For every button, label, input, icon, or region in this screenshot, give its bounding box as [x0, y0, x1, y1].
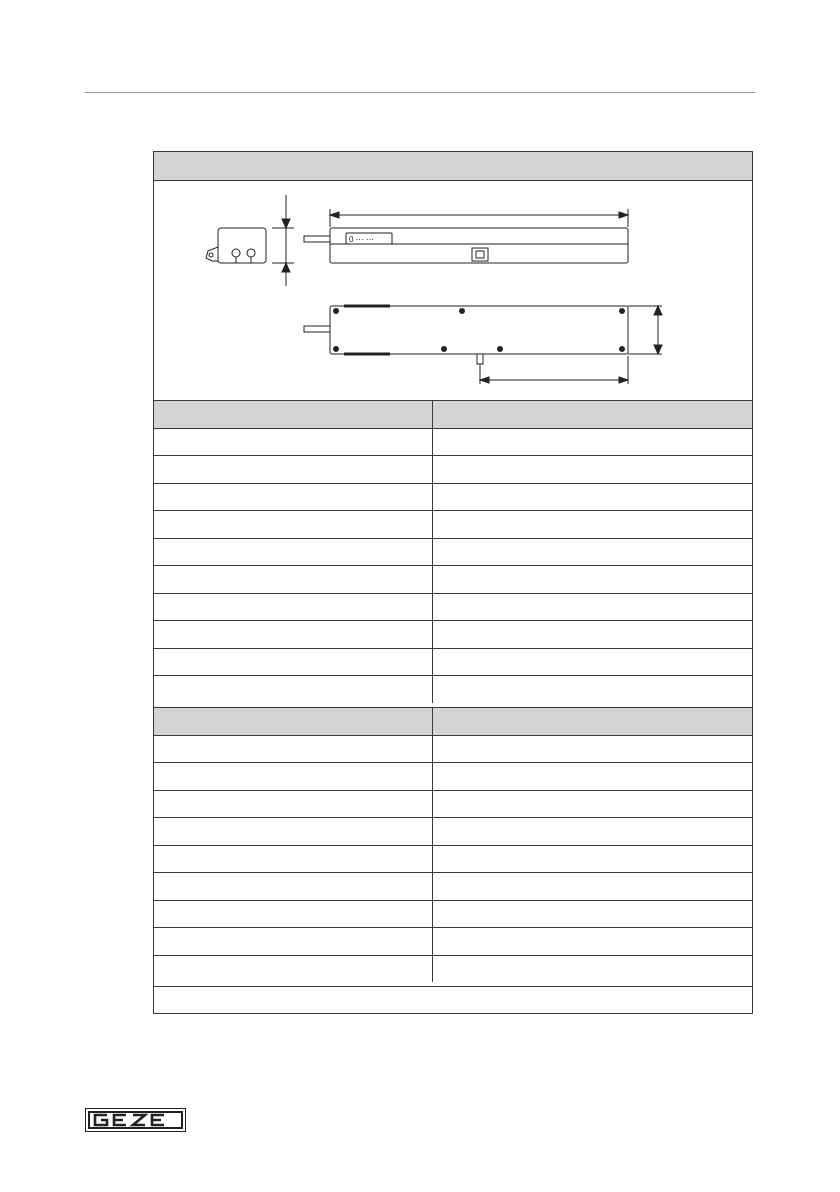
table-row: [154, 900, 752, 928]
row-key: [154, 791, 433, 818]
row-key: [154, 484, 433, 511]
table-row: [154, 510, 752, 538]
height-dimension: [272, 195, 294, 286]
row-key: [154, 539, 433, 566]
table-row: [154, 762, 752, 790]
row-key: [154, 621, 433, 648]
table-row: [154, 817, 752, 845]
row-value: [433, 621, 752, 648]
row-value: [433, 539, 752, 566]
table-row: [154, 845, 752, 873]
row-value: [433, 763, 752, 790]
sheet-title: [154, 152, 752, 181]
spec-table-1: [154, 400, 752, 703]
row-key: [154, 511, 433, 538]
table-row: [154, 483, 752, 511]
header-value: [433, 401, 752, 428]
row-key: [154, 901, 433, 928]
table-row: [154, 955, 752, 983]
row-key: [154, 928, 433, 955]
table-row: [154, 565, 752, 593]
spec-table-2: [154, 707, 752, 982]
footer-note: [154, 986, 752, 1015]
row-value: [433, 736, 752, 763]
row-key: [154, 736, 433, 763]
table-header-2: [154, 707, 752, 735]
row-value: [433, 429, 752, 456]
table-row: [154, 675, 752, 703]
header-value: [433, 708, 752, 735]
row-key: [154, 763, 433, 790]
actuator-front-view: [304, 209, 628, 263]
row-key: [154, 594, 433, 621]
table-row: [154, 872, 752, 900]
table-row: [154, 648, 752, 676]
bracket-side-view: [206, 228, 266, 263]
technical-drawing: [154, 181, 752, 400]
row-key: [154, 873, 433, 900]
row-value: [433, 456, 752, 483]
row-value: [433, 901, 752, 928]
table-header-1: [154, 400, 752, 428]
header-rule: [85, 92, 755, 93]
row-key: [154, 818, 433, 845]
row-key: [154, 566, 433, 593]
row-value: [433, 676, 752, 703]
table-row: [154, 428, 752, 456]
table-row: [154, 927, 752, 955]
row-value: [433, 594, 752, 621]
table-row: [154, 735, 752, 763]
table-row: [154, 455, 752, 483]
row-value: [433, 818, 752, 845]
svg-text:0 ⋯ ⋯: 0 ⋯ ⋯: [349, 235, 374, 244]
row-value: [433, 484, 752, 511]
row-value: [433, 511, 752, 538]
table-row: [154, 790, 752, 818]
actuator-top-view: [304, 306, 662, 384]
row-value: [433, 956, 752, 983]
table-row: [154, 538, 752, 566]
header-key: [154, 708, 433, 735]
row-key: [154, 846, 433, 873]
geze-logo: [85, 1108, 186, 1132]
row-key: [154, 676, 433, 703]
row-value: [433, 566, 752, 593]
row-value: [433, 873, 752, 900]
row-key: [154, 956, 433, 983]
row-key: [154, 429, 433, 456]
row-value: [433, 846, 752, 873]
spec-sheet: [153, 151, 753, 1014]
row-key: [154, 456, 433, 483]
row-key: [154, 649, 433, 676]
table-row: [154, 593, 752, 621]
header-key: [154, 401, 433, 428]
row-value: [433, 649, 752, 676]
row-value: [433, 791, 752, 818]
table-row: [154, 620, 752, 648]
row-value: [433, 928, 752, 955]
